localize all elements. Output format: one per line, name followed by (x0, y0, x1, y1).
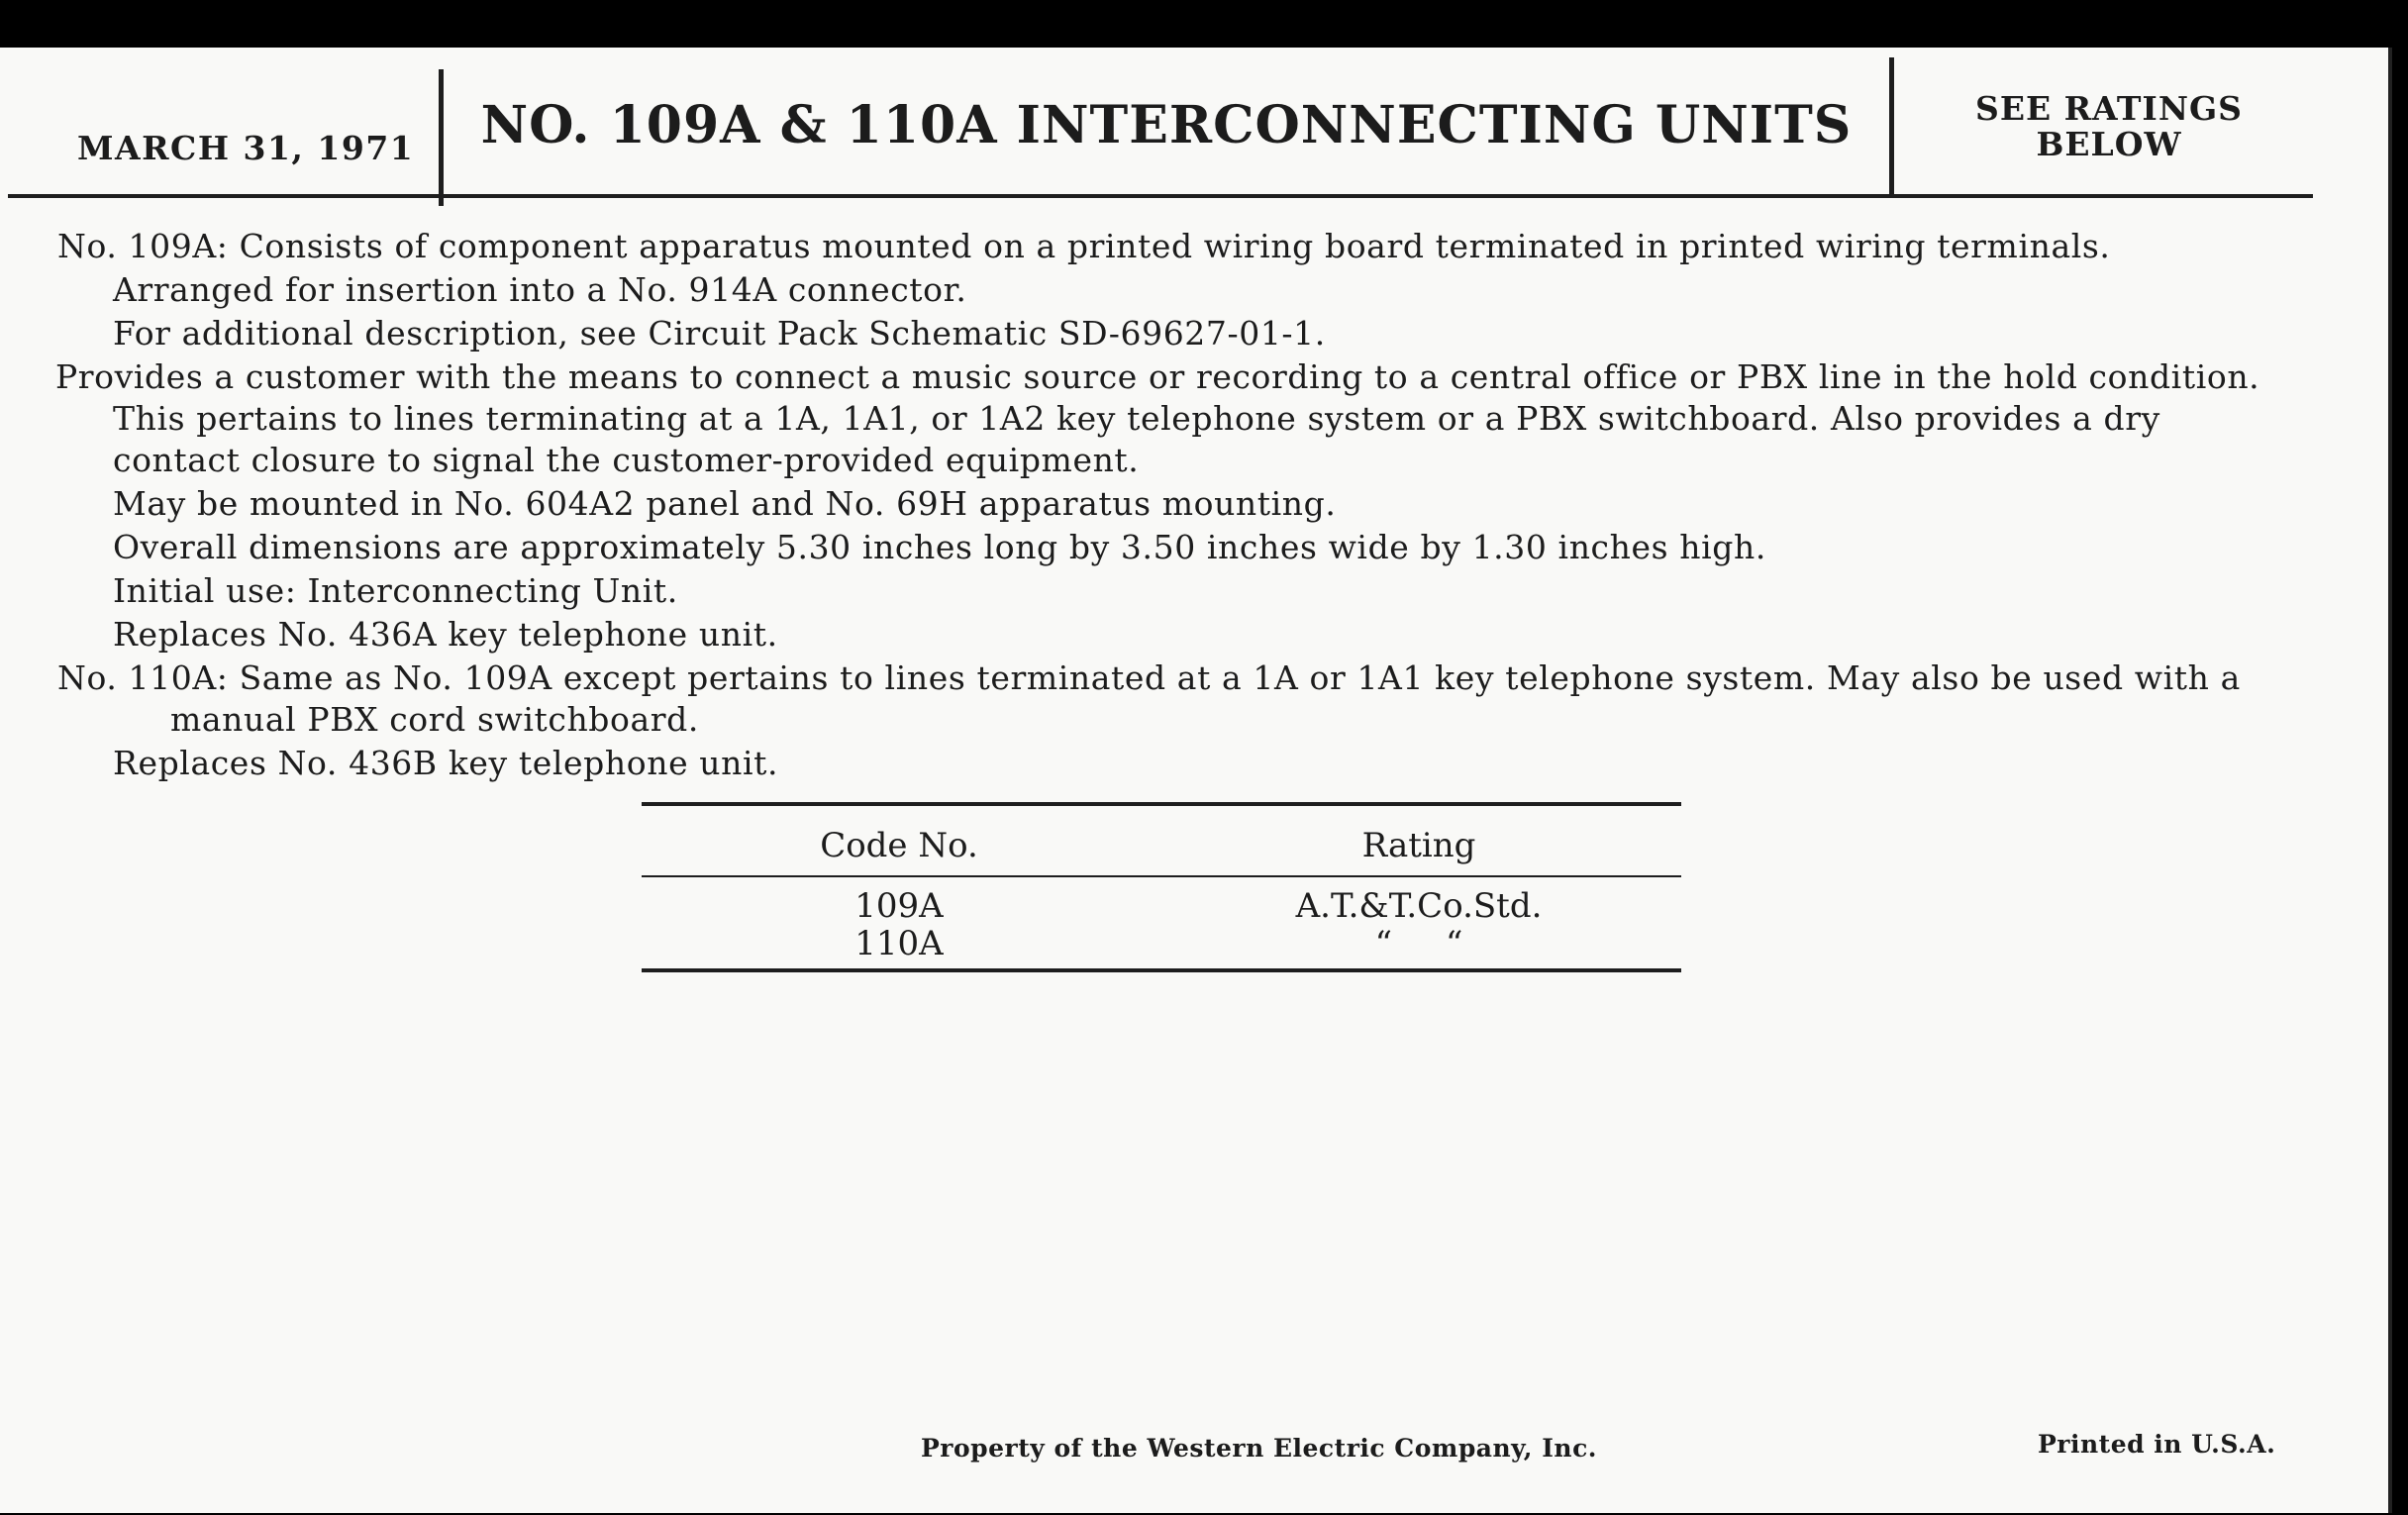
paragraph-schematic: For additional description, see Circuit Pack Schematic SD-69627-01-1. (113, 314, 1326, 353)
table-rule-bottom (642, 968, 1681, 972)
cell-rating: “ “ (1374, 924, 1463, 963)
cell-code: 109A (854, 886, 944, 926)
column-header-code: Code No. (820, 826, 978, 865)
page-title: NO. 109A & 110A INTERCONNECTING UNITS (480, 95, 1853, 155)
paragraph-provides: Provides a customer with the means to connect a music source or recording to a central office or PBX line in the hold condition. This pertains to lines terminating at a 1A, 1A1, or 1A2 key telephone system or a PBX switchboard. Also provides a dry contact closure to signal the customer-provided equipment. (55, 357, 2260, 479)
cell-rating: A.T.&T.Co.Std. (1295, 886, 1543, 926)
table-row (642, 887, 1681, 925)
paragraph-connector: Arranged for insertion into a No. 914A connector. (113, 270, 967, 309)
paragraph-replaces-436a: Replaces No. 436A key telephone unit. (113, 615, 778, 654)
header-rule (8, 194, 2313, 198)
paragraph-109a: No. 109A: Consists of component apparatus mounted on a printed wiring board terminated in printed wiring terminals. (57, 227, 2111, 265)
property-notice: Property of the Western Electric Company, Inc. (921, 1434, 1598, 1463)
paragraph-110a: No. 110A: Same as No. 109A except pertains to lines terminated at a 1A or 1A1 key telephone system. May also be used with a manual PBX cord switchboard. (57, 658, 2241, 739)
ratings-table (642, 802, 1681, 972)
printed-notice: Printed in U.S.A. (2038, 1430, 2276, 1459)
table-row (642, 925, 1681, 962)
table-header-row (642, 826, 1681, 865)
column-header-rating: Rating (1361, 826, 1476, 865)
table-rule-top (642, 802, 1681, 806)
date-label: MARCH 31, 1971 (77, 129, 415, 167)
ratings-note-line2: BELOW (2036, 125, 2182, 163)
ratings-note (1894, 91, 2324, 162)
ratings-note-line1: SEE RATINGS (1974, 89, 2244, 128)
table-rule-mid (642, 875, 1681, 877)
cell-code: 110A (854, 924, 944, 963)
paragraph-dimensions: Overall dimensions are approximately 5.30 inches long by 3.50 inches wide by 1.30 inches high. (113, 528, 1766, 566)
paragraph-mounting: May be mounted in No. 604A2 panel and No. 69H apparatus mounting. (113, 484, 1337, 523)
description-body (57, 226, 2285, 786)
paragraph-replaces-436b: Replaces No. 436B key telephone unit. (113, 744, 779, 782)
paragraph-initial-use: Initial use: Interconnecting Unit. (113, 571, 678, 610)
catalog-card (0, 48, 2392, 1513)
